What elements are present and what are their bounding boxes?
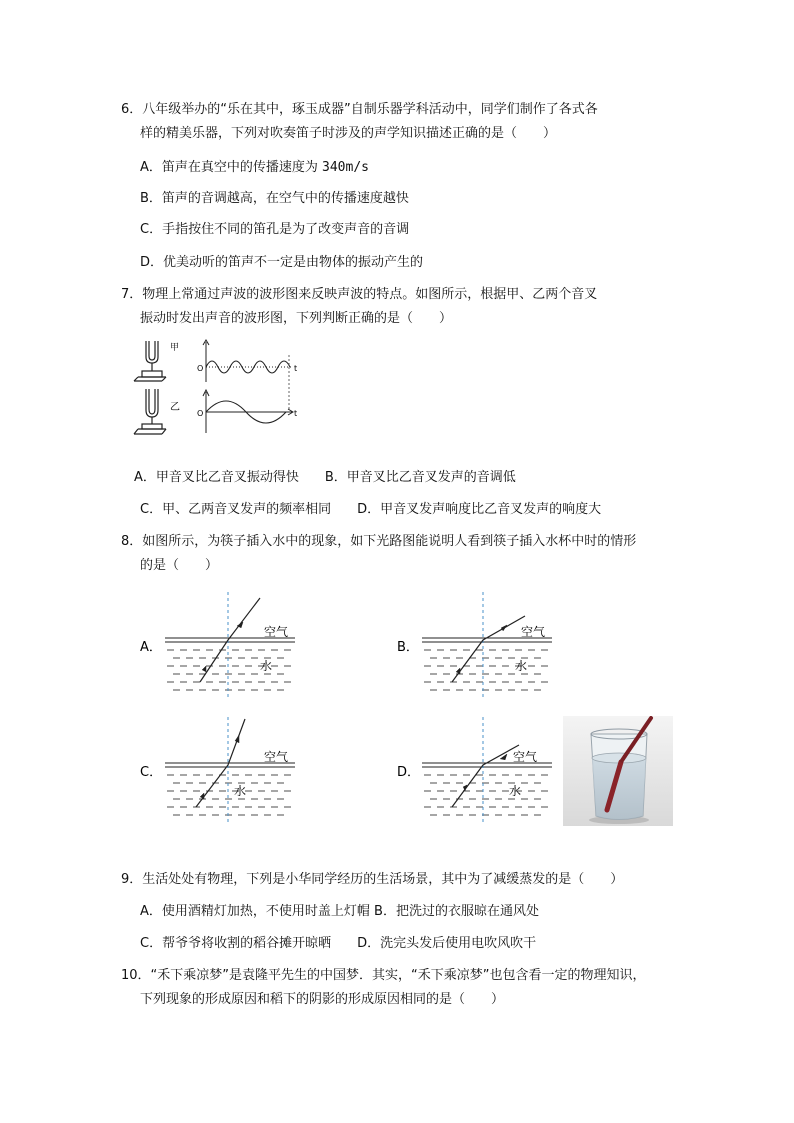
axis-t-yi: t	[294, 409, 298, 418]
q10-stem-line2: 下列现象的形成原因和稻下的阴影的形成原因相同的是（ ）	[140, 992, 505, 1007]
ray-arrow-lower	[200, 793, 204, 799]
air-label: 空气	[521, 625, 546, 639]
origin-yi: O	[197, 409, 204, 418]
diagram-d	[397, 715, 557, 827]
q6-option-a-value: 340m/s	[322, 160, 369, 175]
air-label: 空气	[264, 625, 289, 639]
q6-option-a	[140, 158, 369, 178]
water-label: 水	[515, 659, 528, 673]
water-label: 水	[509, 784, 522, 798]
label-jia: 甲	[170, 343, 180, 353]
q9-options-cd: C．帮爷爷将收割的稻谷摊开晾晒 D．洗完头发后使用电吹风吹干	[140, 936, 537, 951]
q10-stem-line1: 10．“禾下乘凉梦”是袁隆平先生的中国梦．其实，“禾下乘凉梦”也包含看一定的物理知识，	[121, 968, 646, 983]
q8-stem-line1: 8．如图所示，为筷子插入水中的现象，如下光路图能说明人看到筷子插入水杯中时的情形	[121, 534, 637, 549]
axis-t-jia: t	[294, 364, 298, 373]
q9-options-ab: A．使用酒精灯加热，不使用时盖上灯帽 B．把洗过的衣服晾在通风处	[140, 904, 539, 919]
water-dashes	[424, 650, 548, 690]
light-ray	[200, 598, 260, 682]
label-yi: 乙	[170, 402, 180, 413]
ray-arrow-lower	[202, 666, 206, 672]
q7-stem-line2: 振动时发出声音的波形图，下列判断正确的是（ ）	[140, 311, 453, 326]
diagram-b	[397, 590, 557, 702]
q7-options-cd: C．甲、乙两音叉发声的频率相同 D．甲音叉发声响度比乙音叉发声的响度大	[140, 502, 602, 517]
tuning-fork-yi-icon	[134, 389, 166, 434]
q6-stem-line1: 6．八年级举办的“乐在其中，琢玉成器”自制乐器学科活动中，同学们制作了各式各	[121, 102, 598, 117]
diagram-a	[140, 590, 300, 702]
diagram-a-label: A．	[140, 640, 162, 655]
water-dashes	[167, 775, 291, 815]
origin-jia: O	[197, 364, 204, 373]
tuning-fork-waveform-figure	[130, 335, 310, 440]
chopstick-in-glass-photo	[563, 716, 673, 826]
water-label: 水	[260, 659, 273, 673]
water-dashes	[424, 775, 548, 815]
ray-arrow-upper	[235, 735, 239, 743]
water-label: 水	[234, 784, 247, 798]
q6-option-d: D．优美动听的笛声不一定是由物体的振动产生的	[140, 255, 424, 270]
waveform-jia	[203, 340, 292, 410]
diagram-b-label: B．	[397, 640, 419, 655]
q7-options-ab: A．甲音叉比乙音叉振动得快 B．甲音叉比乙音叉发声的音调低	[134, 470, 516, 485]
q6-option-b: B．笛声的音调越高，在空气中的传播速度越快	[140, 191, 409, 206]
q7-stem-line1: 7．物理上常通过声波的波形图来反映声波的特点。如图所示，根据甲、乙两个音叉	[121, 287, 598, 302]
q9-stem: 9．生活处处有物理，下列是小华同学经历的生活场景，其中为了减缓蒸发的是（ ）	[121, 872, 624, 887]
diagram-c-label: C．	[140, 765, 163, 780]
ray-arrow-upper	[501, 625, 507, 631]
q6-option-c: C．手指按住不同的笛孔是为了改变声音的音调	[140, 222, 410, 237]
water-dashes	[167, 650, 291, 690]
air-label: 空气	[513, 750, 538, 764]
q6-option-a-text: A．笛声在真空中的传播速度为	[140, 160, 323, 175]
diagram-c	[140, 715, 300, 827]
diagram-d-label: D．	[397, 765, 421, 780]
waveform-yi	[203, 390, 293, 433]
air-label: 空气	[264, 750, 289, 764]
tuning-fork-jia-icon	[134, 341, 166, 381]
q6-stem-line2: 样的精美乐器，下列对吹奏笛子时涉及的声学知识描述正确的是（ ）	[140, 126, 557, 141]
q8-stem-line2: 的是（ ）	[140, 558, 219, 573]
